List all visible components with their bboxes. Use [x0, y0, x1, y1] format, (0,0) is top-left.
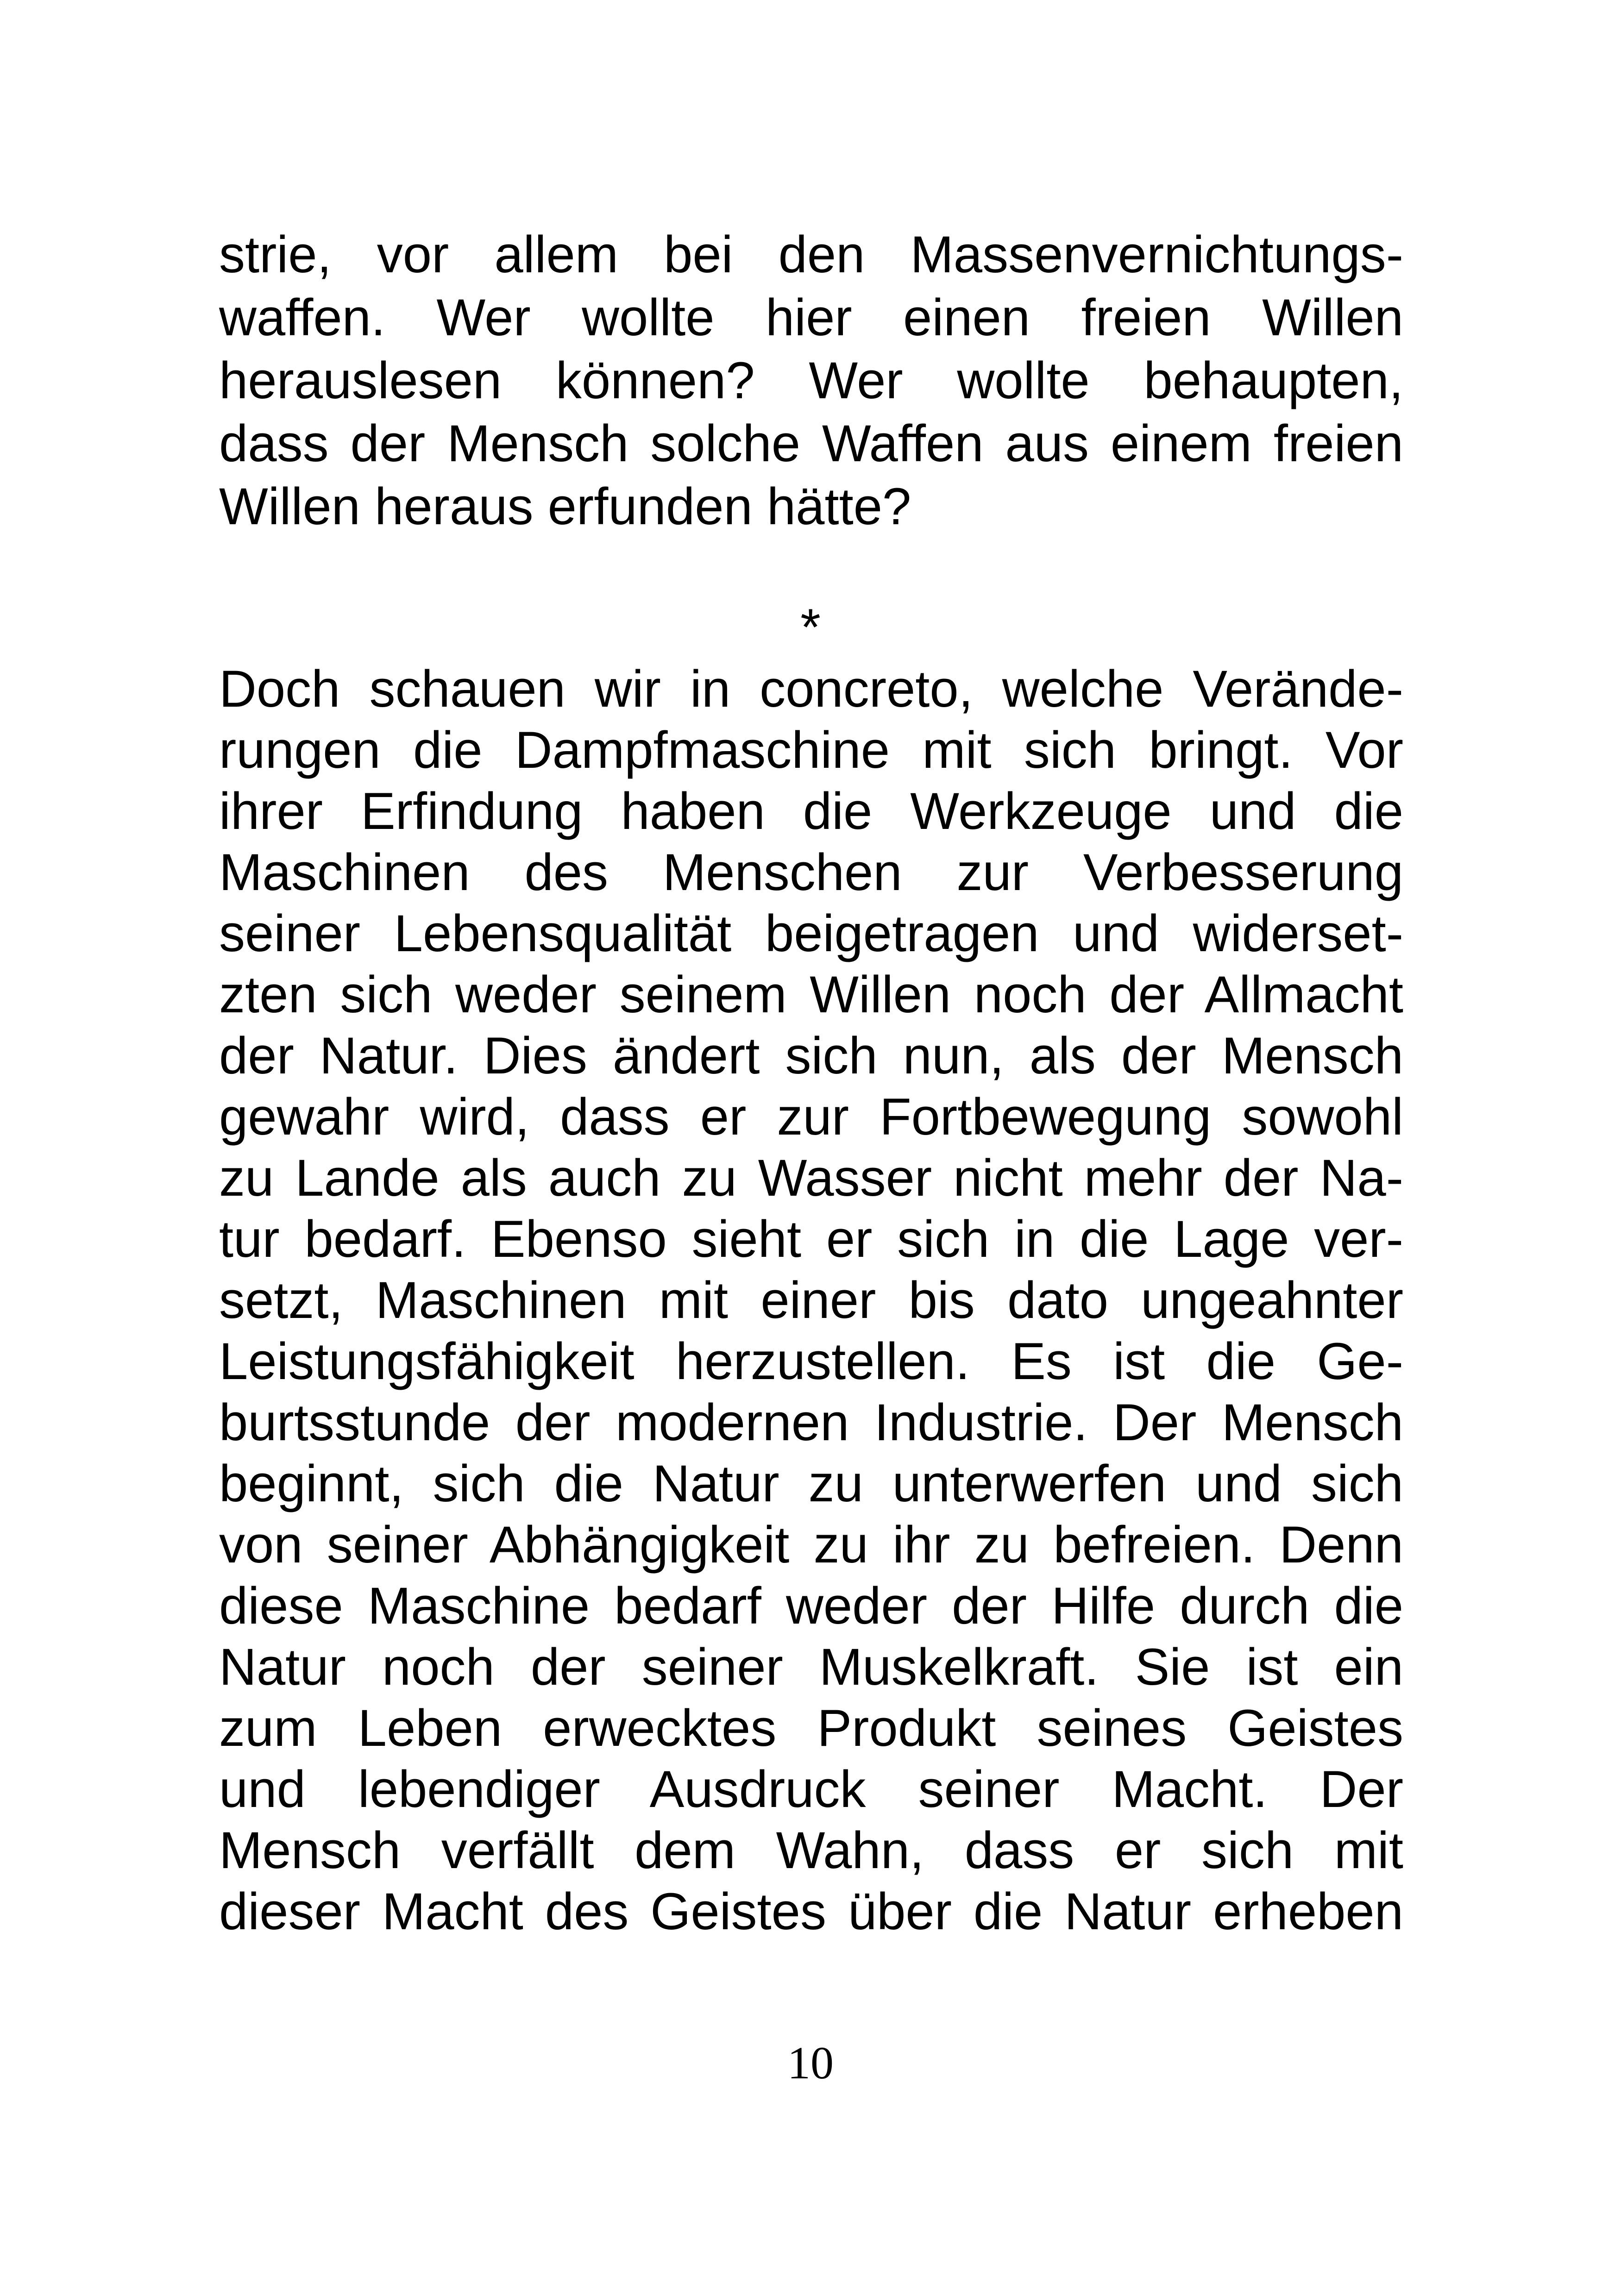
text-line: und lebendiger Ausdruck seiner Macht. Der: [219, 1760, 1403, 1818]
text-line: Natur noch der seiner Muskelkraft. Sie ist ein: [219, 1638, 1403, 1696]
page-number: 10: [787, 2037, 834, 2089]
text-line: strie, vor allem bei den Massenvernichtungs-: [219, 226, 1403, 283]
text-line: dass der Mensch solche Waffen aus einem freien: [219, 414, 1403, 472]
text-line: zum Leben erwecktes Produkt seines Geistes: [219, 1699, 1403, 1757]
text-line: gewahr wird, dass er zur Fortbewegung sowohl: [219, 1088, 1403, 1146]
text-line: dieser Macht des Geistes über die Natur erheben: [219, 1882, 1403, 1940]
text-line: Leistungsfähigkeit herzustellen. Es ist die Ge-: [219, 1332, 1403, 1390]
text-line: waffen. Wer wollte hier einen freien Willen: [219, 289, 1403, 346]
text-line: Mensch verfällt dem Wahn, dass er sich mit: [219, 1821, 1403, 1879]
text-line: setzt, Maschinen mit einer bis dato ungeahnter: [219, 1271, 1403, 1329]
text-line: rungen die Dampfmaschine mit sich bringt. Vor: [219, 721, 1403, 779]
text-line: beginnt, sich die Natur zu unterwerfen und sich: [219, 1455, 1403, 1512]
text-line: burtsstunde der modernen Industrie. Der Mensch: [219, 1393, 1403, 1451]
text-line: diese Maschine bedarf weder der Hilfe durch die: [219, 1577, 1403, 1635]
text-line: Willen heraus erfunden hätte?: [219, 477, 911, 535]
text-line: von seiner Abhängigkeit zu ihr zu befreien. Denn: [219, 1516, 1403, 1574]
section-separator: *: [800, 598, 821, 656]
text-line: Maschinen des Menschen zur Verbesserung: [219, 843, 1403, 901]
text-line: der Natur. Dies ändert sich nun, als der Mensch: [219, 1027, 1403, 1085]
text-line: herauslesen können? Wer wollte behaupten,: [219, 351, 1403, 409]
text-line: Doch schauen wir in concreto, welche Verände-: [219, 660, 1403, 718]
text-line: tur bedarf. Ebenso sieht er sich in die Lage ver-: [219, 1210, 1403, 1268]
text-line: zten sich weder seinem Willen noch der Allmacht: [219, 966, 1403, 1023]
text-line: seiner Lebensqualität beigetragen und widerset-: [219, 904, 1403, 962]
text-line: zu Lande als auch zu Wasser nicht mehr der Na-: [219, 1149, 1403, 1207]
text-line: ihrer Erfindung haben die Werkzeuge und die: [219, 782, 1403, 840]
